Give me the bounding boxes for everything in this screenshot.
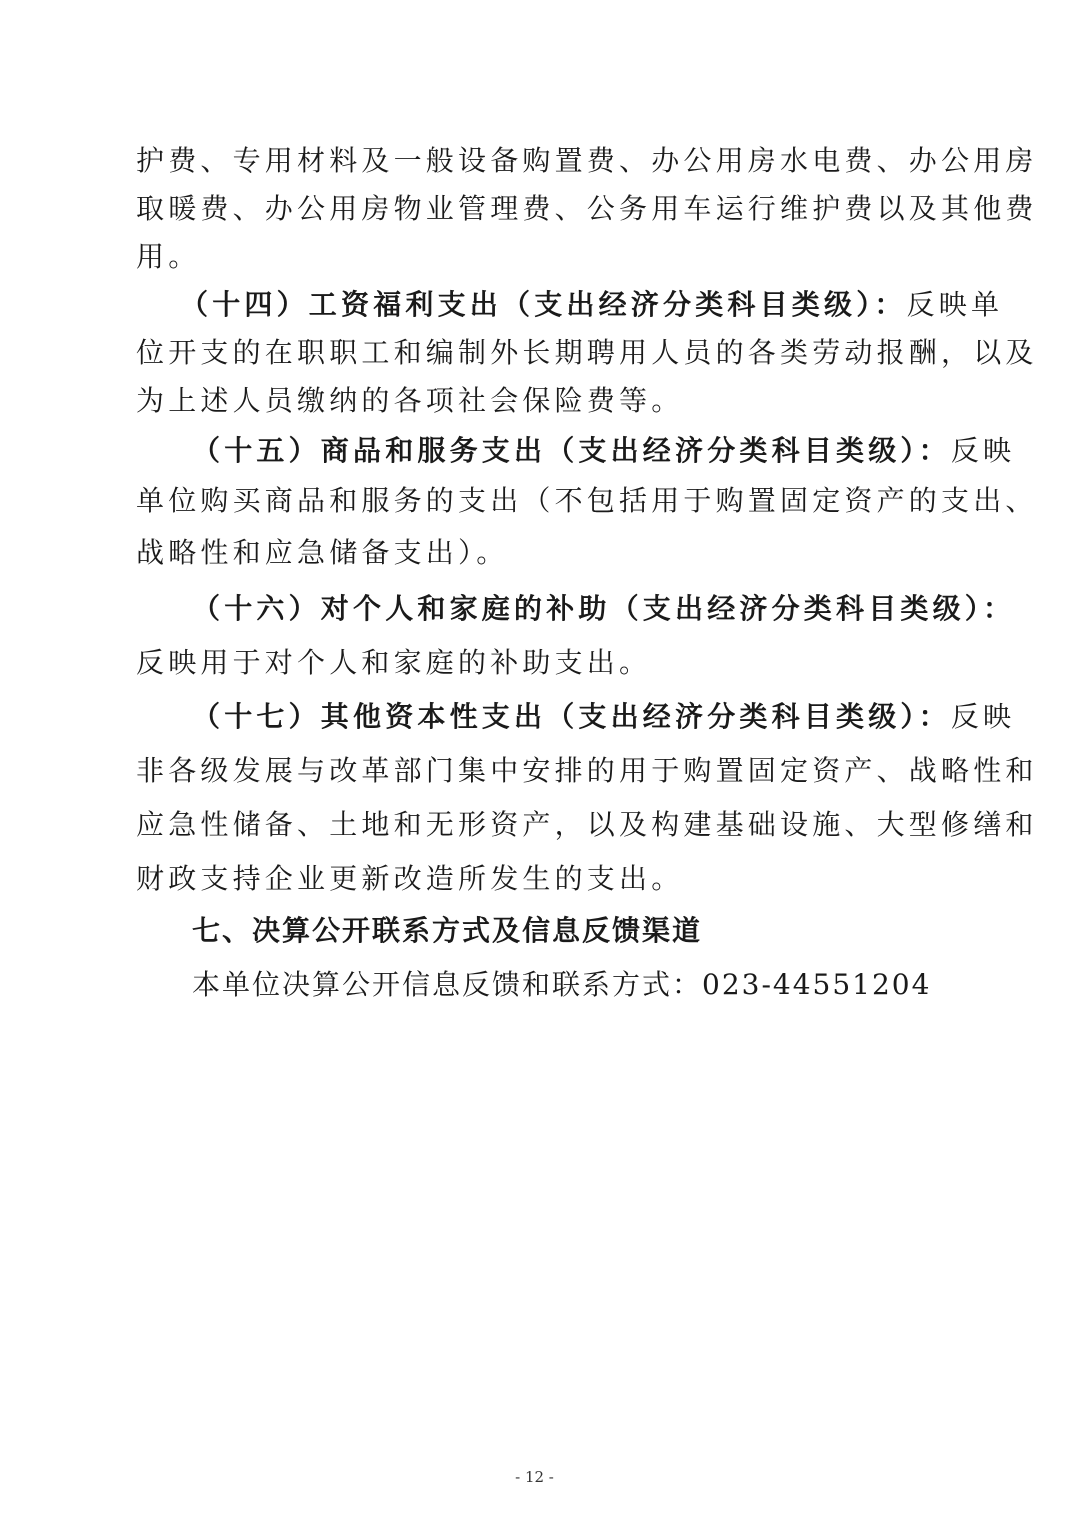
paragraph-14-text: 反映单: [906, 288, 1004, 321]
page-number: - 12 -: [515, 1468, 554, 1486]
paragraph-15-title: （十五）商品和服务支出（支出经济分类科目类级）：: [192, 434, 951, 467]
paragraph-16-first-line: [192, 590, 1015, 628]
section-heading: 七、决算公开联系方式及信息反馈渠道: [192, 914, 703, 947]
paragraph-15-text: 反映: [950, 434, 1016, 467]
paragraph-line: 战略性和应急储备支出）。: [136, 536, 509, 569]
paragraph-line: 单位购买商品和服务的支出（不包括用于购置固定资产的支出、: [136, 484, 1038, 517]
paragraph-16-title: （十六）对个人和家庭的补助（支出经济分类科目类级）：: [192, 592, 1016, 625]
paragraph-14-first-line: [180, 286, 1003, 324]
paragraph-17-text: 反映: [950, 700, 1016, 733]
paragraph-15-first-line: [192, 432, 1015, 470]
paragraph-line: 护费、专用材料及一般设备购置费、办公用房水电费、办公用房: [136, 144, 1038, 177]
paragraph-line: 应急性储备、土地和无形资产，以及构建基础设施、大型修缮和: [136, 808, 1038, 841]
paragraph-line: 用。: [136, 240, 201, 273]
paragraph-line: 取暖费、办公用房物业管理费、公务用车运行维护费以及其他费: [136, 192, 1038, 225]
contact-info: 本单位决算公开信息反馈和联系方式：023-44551204: [192, 968, 932, 1001]
paragraph-line: 位开支的在职职工和编制外长期聘用人员的各类劳动报酬，以及: [136, 336, 1038, 369]
paragraph-line: 为上述人员缴纳的各项社会保险费等。: [136, 384, 684, 417]
paragraph-14-title: （十四）工资福利支出（支出经济分类科目类级）：: [180, 288, 907, 321]
paragraph-line: 财政支持企业更新改造所发生的支出。: [136, 862, 684, 895]
paragraph-line: 非各级发展与改革部门集中安排的用于购置固定资产、战略性和: [136, 754, 1038, 787]
paragraph-17-title: （十七）其他资本性支出（支出经济分类科目类级）：: [192, 700, 951, 733]
paragraph-line: 反映用于对个人和家庭的补助支出。: [136, 646, 652, 679]
paragraph-17-first-line: [192, 698, 1015, 736]
